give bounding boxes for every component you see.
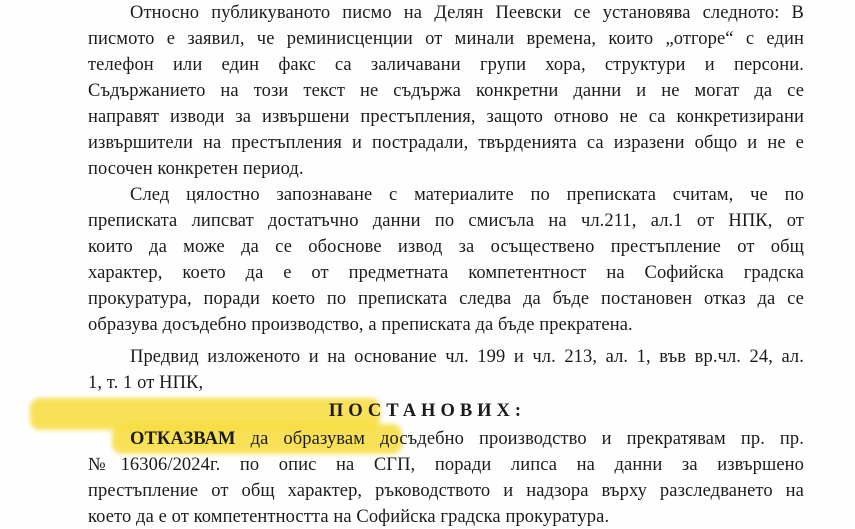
paragraph-1-line-2: писмото е заявил, че реминисценции от минали времена, които „отгоре“ с един [88, 29, 804, 49]
paragraph-2-line-5: прокуратура, поради което по преписката следва да бъде постановен отказ да се [88, 289, 804, 309]
paragraph-3-line-2: 1, т. 1 от НПК, [88, 373, 204, 393]
paragraph-2-line-3: които да може да се обоснове извод за осъществено престъпление от общ [88, 237, 804, 257]
paragraph-2-line-4: характер, което да е от предметната компетентност на Софийска градска [88, 263, 804, 283]
paragraph-3-line-1: Предвид изложеното и на основание чл. 199 и чл. 213, ал. 1, във вр.чл. 24, ал. [130, 347, 804, 367]
paragraph-2-line-6: образува досъдебно производство, а преписката да бъде прекратена. [88, 315, 633, 335]
paragraph-1-line-6: извършители на престъпления и пострадали, твърденията са изразени общо и не е [88, 133, 804, 153]
paragraph-1-line-3: телефон или един факс са заличавани групи хора, структури и персони. [88, 55, 804, 75]
paragraph-1-line-1: Относно публикуваното писмо на Делян Пеевски се установява следното: В [130, 3, 804, 23]
decision-heading: ПОСТАНОВИХ: [328, 401, 527, 421]
paragraph-2-line-1: След цялостно запознаване с материалите по преписката считам, че по [130, 185, 804, 205]
paragraph-2-line-2: преписката липсват достатъчно данни по смисъла на чл.211, ал.1 от НПК, от [88, 211, 804, 231]
paragraph-1-line-5: направят изводи за извършени престъпления, защото отново не са конкретизирани [88, 107, 804, 127]
decision-line-2: №16306/2024г. по опис на СГП, поради липса на данни за извършено [88, 455, 804, 475]
decision-line-1 [130, 428, 804, 451]
paragraph-1-line-4: Съдържанието на този текст не съдържа конкретни данни и не могат да се [88, 81, 804, 101]
decision-keyword: ОТКАЗВАМ [130, 429, 236, 449]
decision-line-4: което да е от компетентността на Софийска градска прокуратура. [88, 507, 610, 527]
paragraph-1-line-7: посочен конкретен период. [88, 159, 304, 179]
decision-line-1-rest: да образувам досъдебно производство и прекратявам пр. пр. [235, 429, 804, 449]
decision-line-3: престъпление от общ характер, ръководството и надзора върху разследването на [88, 481, 804, 501]
